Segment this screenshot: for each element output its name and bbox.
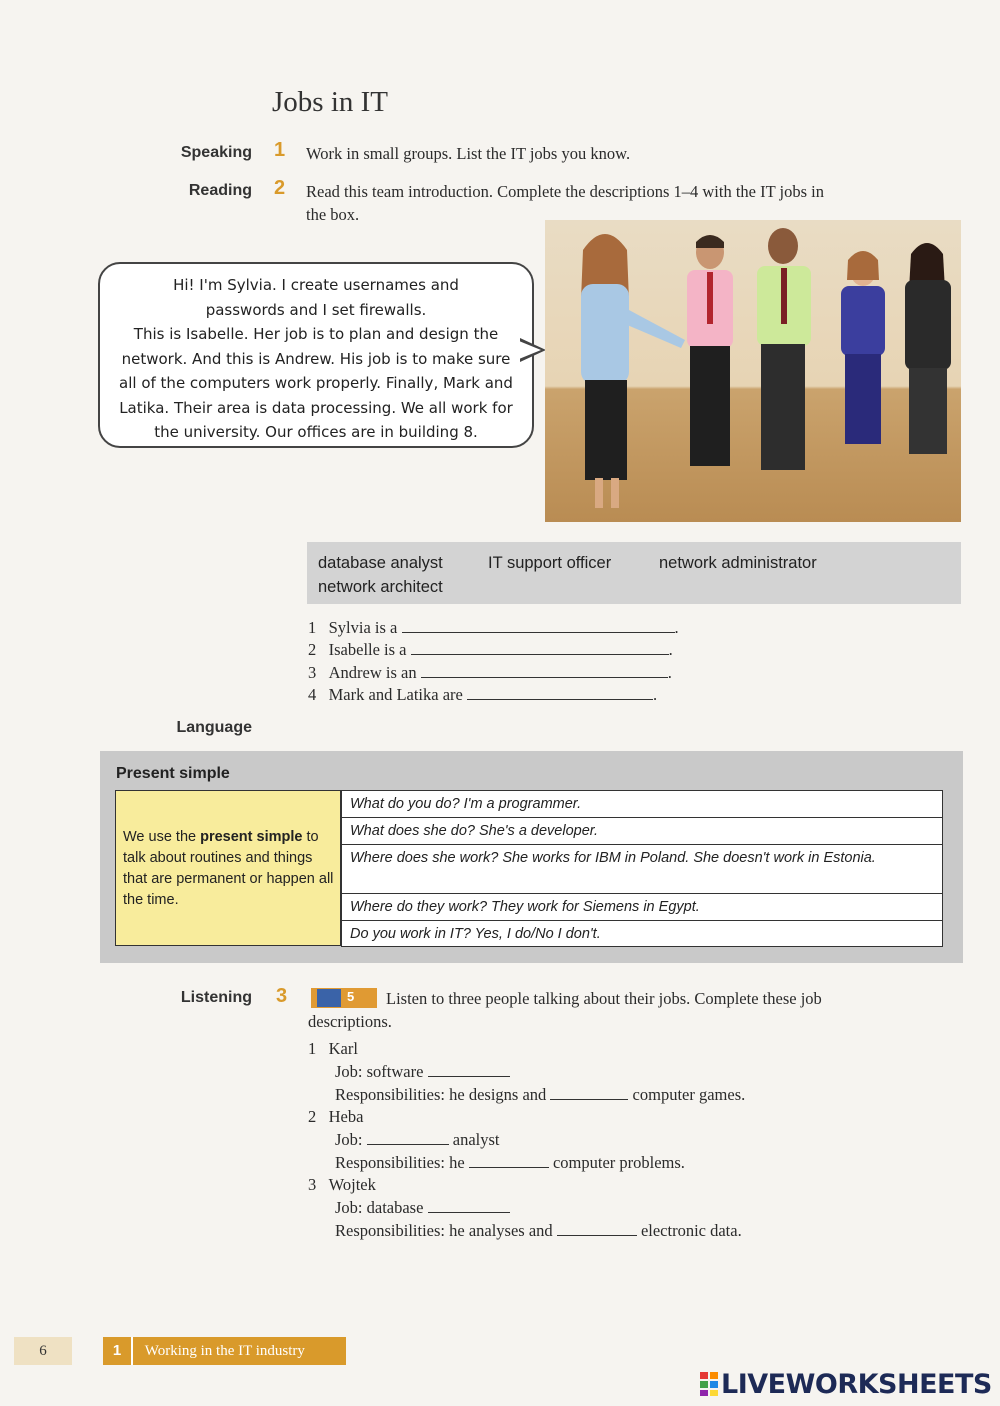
listening-instruction-line1: Listen to three people talking about their jobs. Complete these job [386, 989, 822, 1008]
job-line: Job: analyst [335, 1130, 500, 1149]
word-box [307, 542, 961, 604]
listening-instruction-line2: descriptions. [308, 1012, 392, 1031]
bubble-tail [519, 341, 541, 359]
audio-track-icon[interactable]: 5 [311, 988, 377, 1008]
unit-tab: 1 Working in the IT industry [103, 1337, 346, 1365]
answer-blank[interactable] [411, 640, 669, 655]
example-row: Do you work in IT? Yes, I do/No I don't. [341, 920, 943, 947]
word-option: database analyst [318, 554, 443, 572]
answer-blank[interactable] [428, 1198, 510, 1213]
language-label: Language [176, 719, 252, 736]
exercise-number: 2 [274, 177, 286, 199]
answer-blank[interactable] [469, 1153, 549, 1168]
team-people-image [545, 220, 961, 522]
job-line: Job: database [335, 1196, 510, 1219]
answer-blank[interactable] [467, 685, 653, 700]
brand-logo: LIVEWORKSHEETS [700, 1369, 992, 1400]
responsibility-line: Responsibilities: he computer problems. [335, 1153, 685, 1172]
page-title: Jobs in IT [272, 86, 388, 118]
word-option: IT support officer [488, 554, 612, 572]
grammar-title: Present simple [116, 765, 230, 782]
listening-label: Listening [180, 989, 252, 1006]
answer-blank[interactable] [557, 1221, 637, 1236]
list-item: 3 Andrew is an . [308, 663, 672, 682]
speech-bubble: Hi! I'm Sylvia. I create usernames and passwords and I set firewalls. This is Isabelle. Her job is to plan and design the network. And this is Andrew. His job is to make sure all of the computers work properly. Finally, Mark and Latika. Their area is data processing. We all work for the university. Our offices are in building 8. [98, 262, 534, 448]
team-illustration [545, 220, 961, 522]
answer-blank[interactable] [367, 1130, 449, 1145]
person-item: 1 Karl [308, 1039, 358, 1058]
speaking-label: Speaking [180, 144, 252, 161]
answer-blank[interactable] [402, 618, 675, 633]
word-option: network administrator [659, 554, 817, 572]
responsibility-line: Responsibilities: he analyses and electronic data. [335, 1221, 742, 1240]
list-item: 2 Isabelle is a . [308, 640, 673, 659]
list-item: 1 Sylvia is a . [308, 618, 679, 637]
speaking-instruction: Work in small groups. List the IT jobs you know. [306, 144, 631, 163]
answer-blank[interactable] [550, 1085, 628, 1100]
example-row: Where do they work? They work for Siemens in Egypt. [341, 893, 943, 921]
person-item: 2 Heba [308, 1107, 364, 1126]
reading-label: Reading [188, 182, 252, 199]
answer-blank[interactable] [421, 663, 668, 678]
answer-blank[interactable] [428, 1062, 510, 1077]
list-item: 4 Mark and Latika are . [308, 685, 658, 704]
job-line: Job: software [335, 1060, 510, 1083]
person-item: 3 Wojtek [308, 1175, 376, 1194]
example-row: What do you do? I'm a programmer. [341, 790, 943, 818]
grammar-rule: We use the present simple to talk about routines and things that are permanent or happen all the time. [123, 829, 334, 908]
exercise-number: 1 [274, 139, 286, 161]
reading-instruction: Read this team introduction. Complete the descriptions 1–4 with the IT jobs in the box. [306, 182, 824, 224]
page-number: 6 [14, 1337, 72, 1365]
exercise-number: 3 [276, 985, 288, 1007]
logo-icon [700, 1372, 718, 1396]
example-row: Where does she work? She works for IBM in Poland. She doesn't work in Estonia. [341, 844, 943, 894]
responsibility-line: Responsibilities: he designs and computer games. [335, 1085, 746, 1104]
example-row: What does she do? She's a developer. [341, 817, 943, 845]
word-option: network architect [318, 578, 443, 596]
